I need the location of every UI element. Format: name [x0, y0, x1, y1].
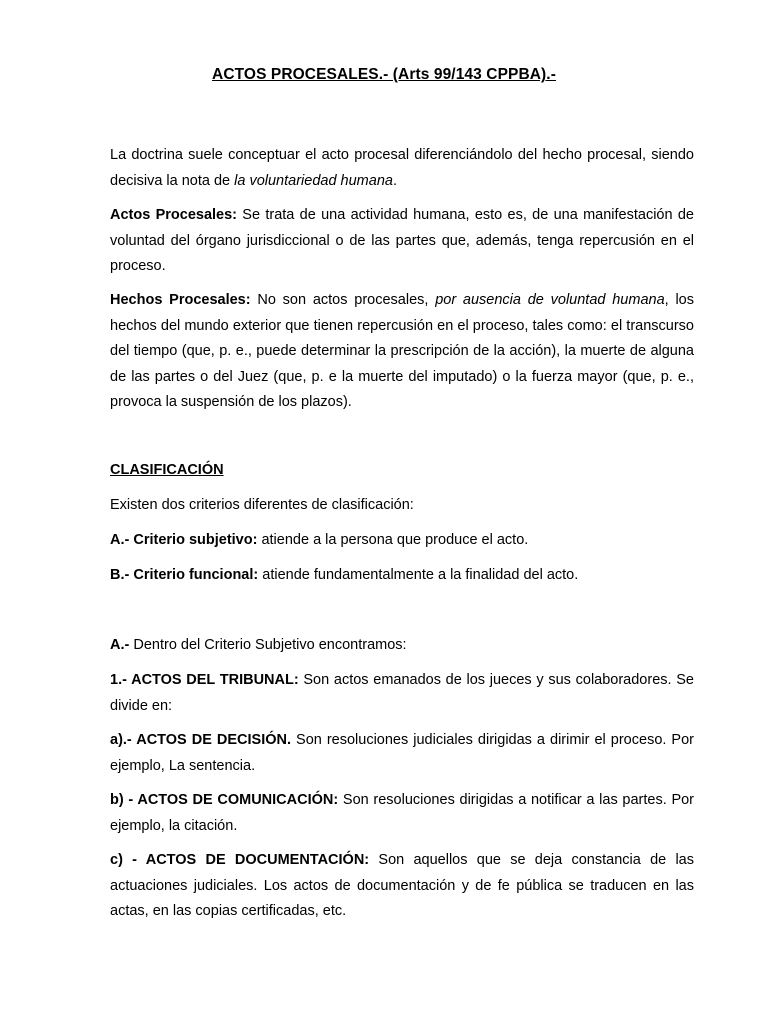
paragraph-criterio-subjetivo — [110, 528, 694, 554]
paragraph-actos-decision — [110, 728, 694, 779]
actos-comunicacion-text: Son resoluciones dirigidas a notificar a las partes. Por ejemplo, la citación. — [110, 792, 695, 834]
actos-tribunal-text: Son actos emanados de los jueces y sus colaboradores. Se divide en: — [110, 672, 694, 714]
paragraph-dentro-subjetivo — [110, 633, 694, 659]
paragraph-actos-tribunal — [110, 668, 694, 719]
document-title: ACTOS PROCESALES.- (Arts 99/143 CPPBA).- — [212, 66, 556, 83]
dentro-subjetivo-label: A.- — [110, 637, 130, 653]
actos-tribunal-label: 1.- ACTOS DEL TRIBUNAL: — [110, 672, 299, 688]
paragraph-actos-documentacion — [110, 848, 694, 925]
criterio-subjetivo-text: atiende a la persona que produce el acto. — [257, 532, 529, 548]
hechos-procesales-text: No son actos procesales, — [250, 292, 436, 308]
actos-documentacion-text: Son aquellos que se deja constancia de las actuaciones judiciales. Los actos de documentación y de fe pública se traducen en las actas, en las copias certificadas, etc. — [110, 852, 694, 919]
actos-decision-text: Son resoluciones judiciales dirigidas a dirimir el proceso. Por ejemplo, La sentencia. — [110, 732, 694, 774]
hechos-procesales-label: Hechos Procesales: — [110, 292, 251, 308]
paragraph-actos-comunicacion — [110, 788, 694, 839]
section-heading — [110, 458, 694, 484]
dentro-subjetivo-text: Dentro del Criterio Subjetivo encontramos: — [129, 637, 407, 653]
paragraph-criterios: Existen dos criterios diferentes de clasificación: — [110, 497, 414, 513]
paragraph-actos-procesales — [110, 203, 694, 280]
intro-text: La doctrina suele conceptuar el acto procesal diferenciándolo del hecho procesal, siendo decisiva la nota de — [110, 147, 694, 189]
criterio-subjetivo-label: A.- Criterio subjetivo: — [110, 532, 258, 548]
intro-end: . — [392, 172, 397, 189]
paragraph-criterio-funcional — [110, 563, 694, 589]
paragraph-intro — [110, 143, 694, 194]
paragraph-hechos-procesales — [110, 288, 694, 416]
actos-procesales-text: Se trata de una actividad humana, esto es, de una manifestación de voluntad del órgano jurisdiccional o de las partes que, además, tenga repercusión en el proceso. — [110, 207, 694, 274]
clasificacion-heading: CLASIFICACIÓN — [110, 462, 224, 478]
actos-procesales-label: Actos Procesales: — [110, 207, 237, 223]
criterio-funcional-text: atiende fundamentalmente a la finalidad del acto. — [258, 567, 579, 583]
actos-comunicacion-label: b) - ACTOS DE COMUNICACIÓN: — [110, 792, 339, 808]
hechos-procesales-end: , los hechos del mundo exterior que tienen repercusión en el proceso, tales como: el transcurso del tiempo (que, p. e., puede determinar la prescripción de la acción), la muerte de alguna de las partes o del Juez (que, p. e la muerte del imputado) o la fuerza mayor (que, p. e., provoca la suspensión de los plazos). — [110, 292, 694, 410]
intro-italic: la voluntariedad humana — [234, 172, 393, 189]
criterio-funcional-label: B.- Criterio funcional: — [110, 567, 259, 583]
hechos-procesales-italic: por ausencia de voluntad humana — [435, 292, 665, 308]
actos-decision-label: a).- ACTOS DE DECISIÓN. — [110, 732, 292, 748]
actos-documentacion-label: c) - ACTOS DE DOCUMENTACIÓN: — [110, 852, 370, 868]
